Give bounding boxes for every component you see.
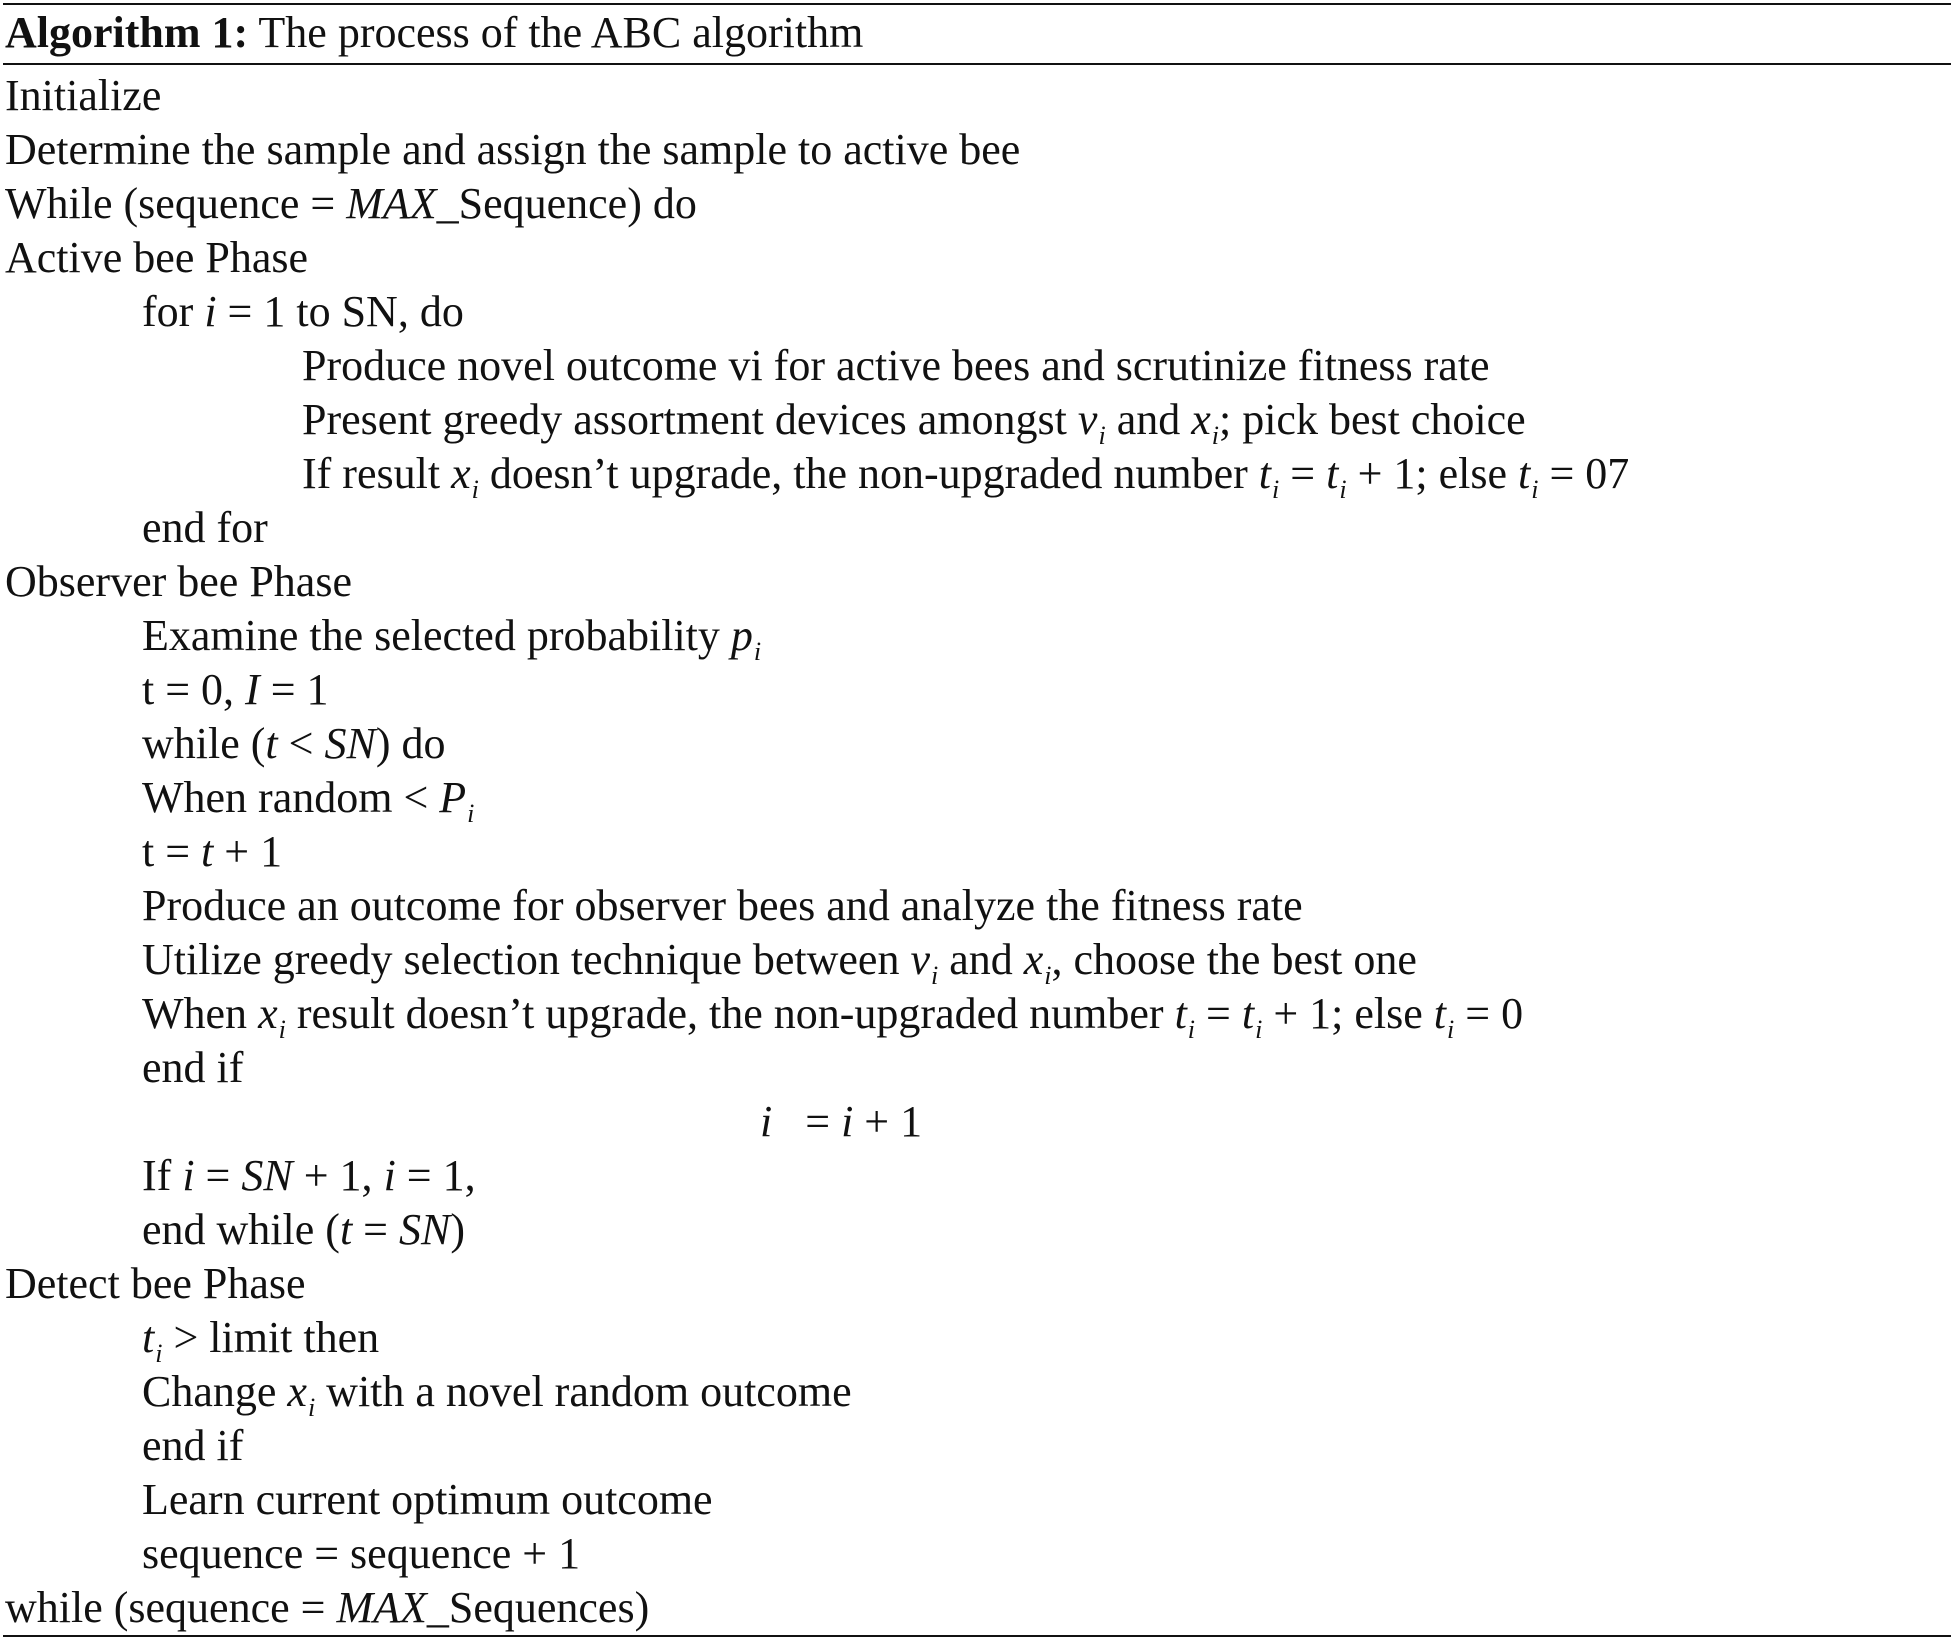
line-end-if: end if xyxy=(142,1043,244,1092)
line-utilize-greedy: Utilize greedy selection technique between $v_i$ and $x_i$, choose the best one xyxy=(142,935,1417,990)
line-change-xi: Change $x_i$ with a novel random outcome xyxy=(142,1367,852,1422)
line-active-bee-phase: Active bee Phase xyxy=(5,233,308,282)
line-end-if-2: end if xyxy=(142,1421,244,1470)
bottom-rule xyxy=(3,1635,1951,1637)
line-t-increment: t = t + 1 xyxy=(142,827,283,876)
line-present-greedy: Present greedy assortment devices amongst $v_i$ and $x_i$; pick best choice xyxy=(302,395,1526,450)
line-end-while: end while (t = SN) xyxy=(142,1205,466,1254)
line-when-random: When random < $P_i$ xyxy=(142,773,475,828)
line-if-result: If result $x_i$ doesn’t upgrade, the non-upgraded number $t_i = t_i + 1$; else $t_i = 07$ xyxy=(302,449,1630,504)
line-examine-probability: Examine the selected probability $p_i$ xyxy=(142,611,762,666)
algorithm-label: Algorithm 1: xyxy=(5,8,249,57)
line-while-sequence: While (sequence = MAX_Sequence) do xyxy=(5,179,697,228)
line-observer-bee-phase: Observer bee Phase xyxy=(5,557,352,606)
algorithm-title: The process of the ABC algorithm xyxy=(258,8,864,57)
algorithm-body xyxy=(3,69,1951,1635)
top-rule xyxy=(3,3,1951,5)
algorithm-box xyxy=(3,3,1951,1639)
header-rule xyxy=(3,63,1951,65)
line-detect-bee-phase: Detect bee Phase xyxy=(5,1259,306,1308)
line-determine-sample: Determine the sample and assign the sample to active bee xyxy=(5,125,1021,174)
line-if-i-reset: If i = SN + 1, i = 1, xyxy=(142,1151,476,1200)
algorithm-caption xyxy=(5,7,863,59)
line-end-for: end for xyxy=(142,503,268,552)
line-produce-observer-outcome: Produce an outcome for observer bees and analyze the fitness rate xyxy=(142,881,1303,930)
line-ti-limit: $t_i$ > limit then xyxy=(142,1313,380,1368)
line-while-end: while (sequence = MAX_Sequences) xyxy=(5,1583,650,1632)
line-learn-optimum: Learn current optimum outcome xyxy=(142,1475,713,1524)
line-init-t-i: t = 0, I = 1 xyxy=(142,665,329,714)
line-while-t-less-sn: while (t < SN) do xyxy=(142,719,446,768)
line-for-loop: for i = 1 to SN, do xyxy=(142,287,464,336)
line-initialize: Initialize xyxy=(5,71,162,120)
line-sequence-increment: sequence = sequence + 1 xyxy=(142,1529,581,1578)
line-produce-novel-outcome: Produce novel outcome vi for active bees and scrutinize fitness rate xyxy=(302,341,1490,390)
line-i-increment: i = i + 1 xyxy=(760,1097,923,1146)
line-when-result: When $x_i$ result doesn’t upgrade, the non-upgraded number $t_i = t_i + 1$; else $t_i = 0$ xyxy=(142,989,1524,1044)
